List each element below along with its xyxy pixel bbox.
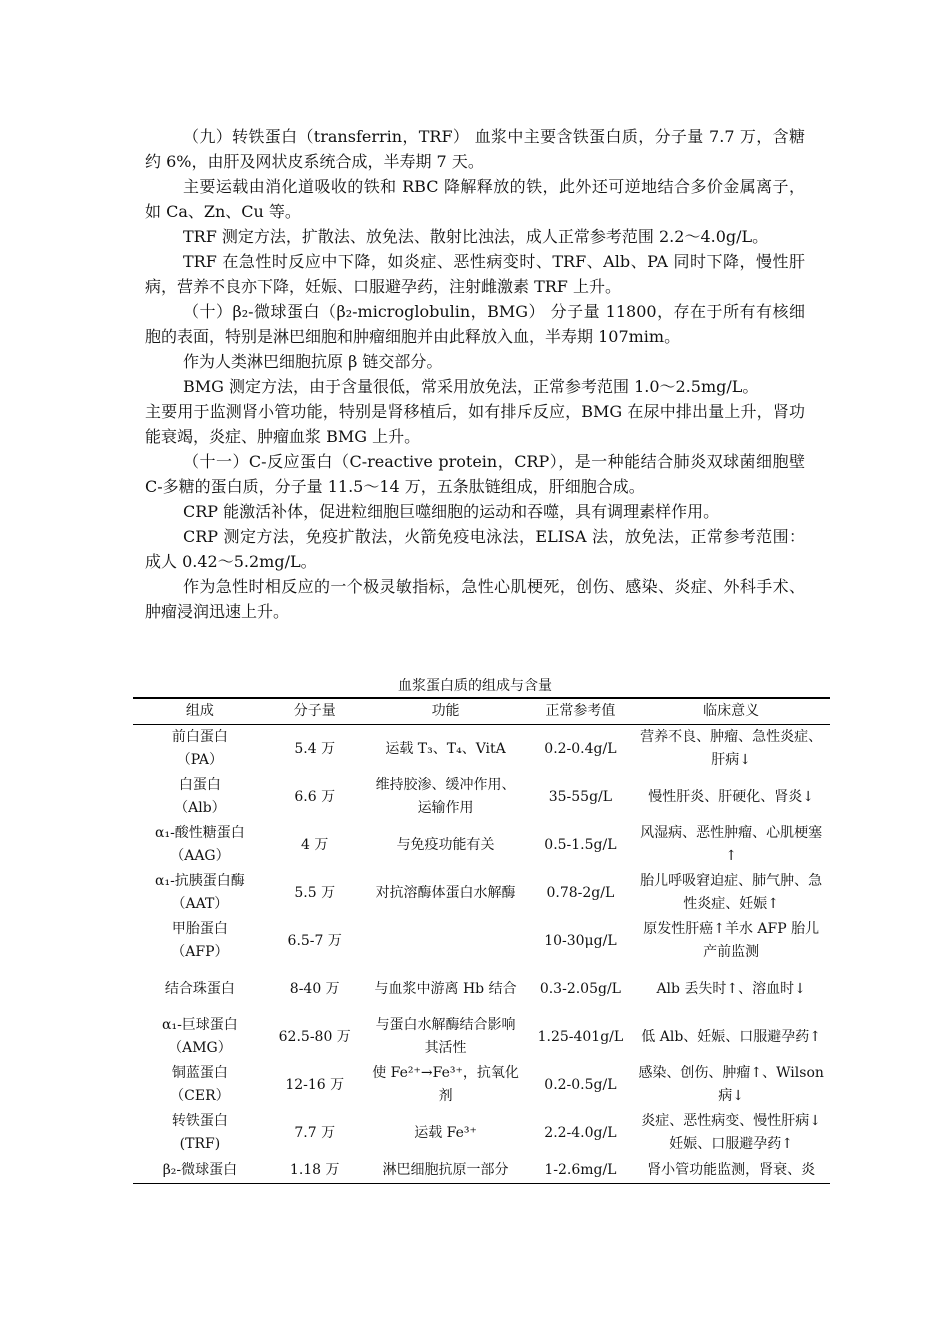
table-cell: 感染、创伤、肿瘤↑、Wilson 病↓ [638,1065,824,1104]
table-cell: 与免疫功能有关 [396,836,495,853]
paragraph: （九）转铁蛋白（transferrin，TRF） 血浆中主要含铁蛋白质，分子量 7.7 万，含糖约 6%，由肝及网状皮系统合成，半寿期 7 天。 [145,127,805,171]
table-cell: β₂-微球蛋白 [162,1161,238,1178]
table-cell: 炎症、恶性病变、慢性肝病↓妊娠、口服避孕药↑ [641,1113,822,1152]
table-row [133,725,830,774]
table-row [133,821,830,869]
table-cell: 1.25-401g/L [537,1028,624,1045]
table-cell: 营养不良、肿瘤、急性炎症、肝病↓ [640,729,823,768]
table-cell: 慢性肝炎、肝硬化、肾炎↓ [648,788,815,805]
table-cell: 低 Alb、妊娠、口服避孕药↑ [641,1028,822,1045]
table-cell: 胎儿呼吸窘迫症、肺气肿、急性炎症、妊娠↑ [640,873,823,912]
column-header: 临床意义 [703,703,760,719]
paragraph: （十）β₂-微球蛋白（β₂-microglobulin，BMG） 分子量 11800，存在于所有有核细胞的表面，特别是淋巴细胞和肿瘤细胞并由此释放入血，半寿期 107mim。 [145,302,805,346]
table-cell: 5.5 万 [294,884,336,901]
paragraph: CRP 能激活补体，促进粒细胞巨噬细胞的运动和吞噬，具有调理素样作用。 [183,502,720,521]
table-cell: 前白蛋白 （PA） [171,729,228,768]
table-cell: 肾小管功能监测，肾衰、炎 [647,1161,816,1178]
table-row [133,965,830,1013]
paragraph: BMG 测定方法，由于含量很低，常采用放免法，正常参考范围 1.0～2.5mg/L。 [183,377,759,396]
table-cell: 0.2-0.4g/L [544,740,617,757]
table-cell: 62.5-80 万 [278,1028,351,1045]
table-cell: 与蛋白水解酶结合影响其活性 [375,1017,516,1056]
table-cell: 运载 Fe³⁺ [414,1124,477,1141]
table-row [133,1109,830,1157]
table-cell: 4 万 [301,836,329,853]
table-cell: 12-16 万 [285,1076,345,1093]
table-row [133,1061,830,1109]
table-cell: 铜蓝蛋白 （CER） [170,1065,230,1104]
column-header: 功能 [431,703,460,719]
table-cell: 甲胎蛋白 （AFP） [171,921,229,960]
table-cell: α₁-酸性糖蛋白 （AAG） [155,825,245,864]
table-title: 血浆蛋白质的组成与含量 [398,678,552,694]
paragraph: TRF 测定方法，扩散法、放免法、散射比浊法，成人正常参考范围 2.2～4.0g/L。 [183,227,769,246]
column-header: 分子量 [293,703,336,719]
table-row [133,1013,830,1061]
table-cell: 8-40 万 [289,980,340,997]
table-cell: 原发性肝癌↑羊水 AFP 胎儿产前监测 [643,921,820,960]
paragraph: TRF 在急性时反应中下降，如炎症、恶性病变时、TRF、Alb、PA 同时下降，慢性肝病，营养不良亦下降，妊娠、口服避孕药，注射雌激素 TRF 上升。 [145,252,805,296]
table-cell: 淋巴细胞抗原一部分 [382,1161,509,1178]
table-cell: 对抗溶酶体蛋白水解酶 [375,884,516,901]
paragraph: 主要用于监测肾小管功能，特别是肾移植后，如有排斥反应，BMG 在尿中排出量上升，肾功能衰竭，炎症、肿瘤血浆 BMG 上升。 [145,402,805,446]
table-cell: 风湿病、恶性肿瘤、心肌梗塞↑ [640,825,823,864]
table-cell: 0.3-2.05g/L [539,980,621,997]
table-cell: 1-2.6mg/L [544,1161,617,1178]
paragraph: 主要运载由消化道吸收的铁和 RBC 降解释放的铁，此外还可逆地结合多价金属离子，如 Ca、Zn、Cu 等。 [145,177,805,221]
document-body [145,124,805,624]
table-cell: 5.4 万 [294,740,336,757]
column-header: 组成 [185,703,214,719]
paragraph: CRP 测定方法，免疫扩散法，火箭免疫电泳法，ELISA 法，放免法，正常参考范围：成人 0.42～5.2mg/L。 [145,527,805,571]
table-cell: α₁-抗胰蛋白酶 （AAT） [155,873,245,912]
table-cell: 1.18 万 [289,1161,340,1178]
table-cell: 维持胶渗、缓冲作用、运输作用 [375,777,516,816]
table-cell: 0.78-2g/L [546,884,615,901]
table-cell: 使 Fe²⁺→Fe³⁺，抗氧化剂 [372,1065,519,1104]
table-cell: 结合珠蛋白 [164,980,235,997]
table-cell: α₁-巨球蛋白 （AMG） [162,1017,238,1056]
table-row [133,917,830,965]
table-cell: 与血浆中游离 Hb 结合 [374,980,517,997]
table-cell: 转铁蛋白 (TRF) [171,1113,228,1152]
table-cell: 6.5-7 万 [287,932,342,949]
table-cell: 0.5-1.5g/L [544,836,617,853]
table-cell: 2.2-4.0g/L [544,1124,617,1141]
table-header-row [133,698,830,725]
paragraph: 作为急性时相反应的一个极灵敏指标，急性心肌梗死，创伤、感染、炎症、外科手术、肿瘤浸润迅速上升。 [145,577,805,621]
paragraph: 作为人类淋巴细胞抗原 β 链交部分。 [183,352,443,371]
table-cell: 10-30μg/L [544,932,617,949]
table-cell: 0.2-0.5g/L [544,1076,617,1093]
table-cell [363,917,529,965]
table-cell: 运载 T₃、T₄、VitA [385,740,506,757]
plasma-protein-table [133,697,830,1184]
table-row [133,1157,830,1184]
paragraph: （十一）C-反应蛋白（C-reactive protein，CRP），是一种能结合肺炎双球菌细胞壁 C-多糖的蛋白质，分子量 11.5～14 万，五条肽链组成，肝细胞合成。 [145,452,805,496]
table-cell: 7.7 万 [294,1124,336,1141]
table-row [133,869,830,917]
table-cell: 6.6 万 [294,788,336,805]
table-row [133,773,830,821]
table-cell: 35-55g/L [548,788,613,805]
table-cell: Alb 丢失时↑、溶血时↓ [656,980,806,997]
column-header: 正常参考值 [545,703,616,719]
table-cell: 白蛋白 （Alb） [174,777,226,816]
